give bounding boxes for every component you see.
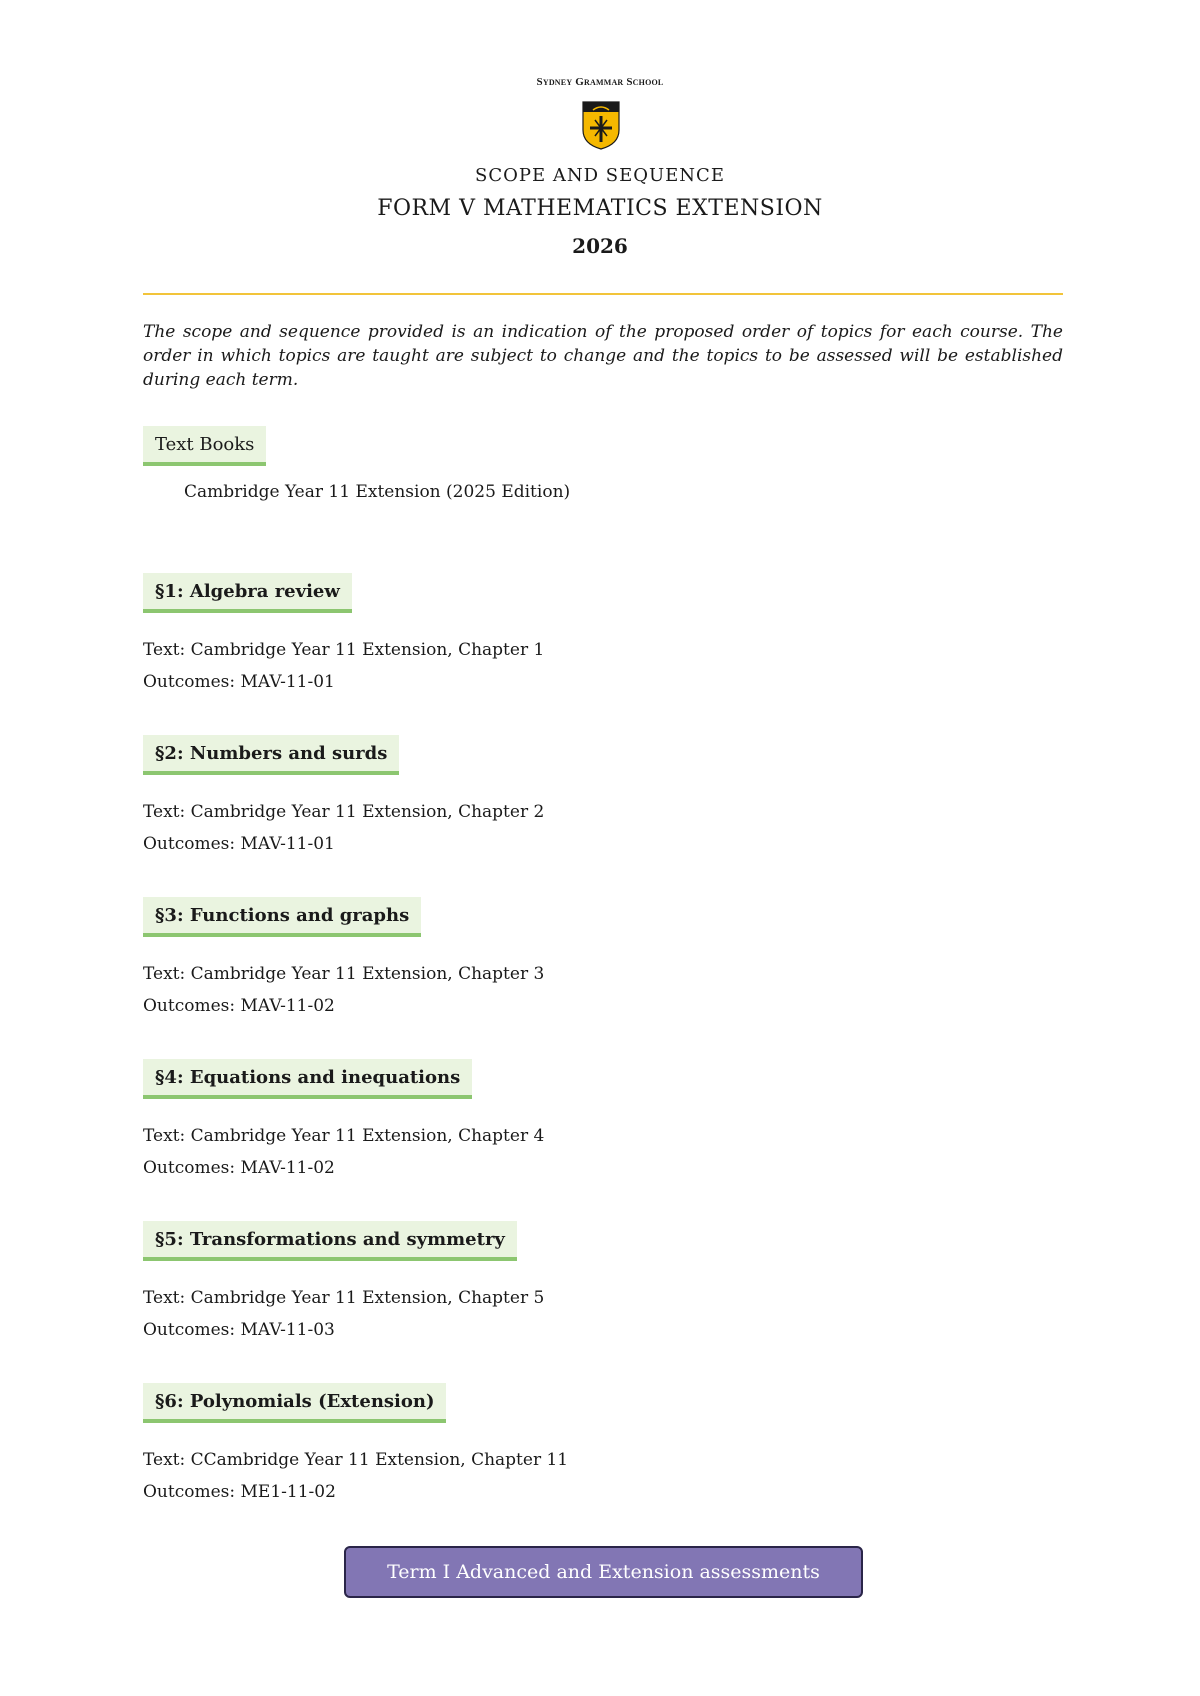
section-text-line-6 (143, 1450, 568, 1470)
section-outcomes-value: MAV-11-03 (240, 1320, 335, 1340)
section-text-line-2 (143, 802, 544, 822)
section-text-value: Cambridge Year 11 Extension, Chapter 1 (190, 640, 545, 660)
section-text-value: CCambridge Year 11 Extension, Chapter 11 (190, 1450, 569, 1470)
outcomes-label: Outcomes: (143, 1158, 236, 1178)
outcomes-label: Outcomes: (143, 996, 236, 1016)
text-label: Text: (143, 1450, 186, 1470)
text-label: Text: (143, 1288, 186, 1308)
section-outcomes-line-6 (143, 1482, 336, 1502)
section-outcomes-value: ME1-11-02 (240, 1482, 336, 1502)
section-heading-4: §4: Equations and inequations (143, 1059, 472, 1099)
outcomes-label: Outcomes: (143, 1482, 236, 1502)
intro-paragraph: The scope and sequence provided is an indication of the proposed order of topics for each course. The order in which topics are taught are subject to change and the topics to be assessed will be established during each term. (143, 322, 1063, 390)
section-heading-6: §6: Polynomials (Extension) (143, 1383, 446, 1423)
section-outcomes-line-1 (143, 672, 335, 692)
section-outcomes-line-5 (143, 1320, 335, 1340)
school-name: Sydney Grammar School (536, 76, 664, 88)
document-kicker: SCOPE AND SEQUENCE (475, 165, 725, 186)
outcomes-label: Outcomes: (143, 1320, 236, 1340)
text-label: Text: (143, 964, 186, 984)
section-text-value: Cambridge Year 11 Extension, Chapter 3 (190, 964, 545, 984)
document-title: FORM V MATHEMATICS EXTENSION (377, 196, 823, 221)
section-text-value: Cambridge Year 11 Extension, Chapter 5 (190, 1288, 545, 1308)
section-text-value: Cambridge Year 11 Extension, Chapter 4 (190, 1126, 545, 1146)
section-text-value: Cambridge Year 11 Extension, Chapter 2 (190, 802, 545, 822)
section-text-line-5 (143, 1288, 544, 1308)
text-label: Text: (143, 1126, 186, 1146)
section-outcomes-line-3 (143, 996, 335, 1016)
textbook-item: Cambridge Year 11 Extension (2025 Edition) (184, 482, 571, 502)
header-divider (143, 293, 1063, 295)
term-assessments-button[interactable]: Term I Advanced and Extension assessments (344, 1546, 863, 1598)
section-heading-5: §5: Transformations and symmetry (143, 1221, 517, 1261)
section-heading-3: §3: Functions and graphs (143, 897, 421, 937)
section-text-line-4 (143, 1126, 544, 1146)
section-outcomes-line-2 (143, 834, 335, 854)
textbooks-heading: Text Books (143, 426, 266, 466)
section-heading-1: §1: Algebra review (143, 573, 352, 613)
school-crest-icon (581, 100, 621, 150)
section-outcomes-value: MAV-11-02 (240, 1158, 335, 1178)
text-label: Text: (143, 802, 186, 822)
section-text-line-3 (143, 964, 544, 984)
section-text-line-1 (143, 640, 544, 660)
document-year: 2026 (572, 234, 628, 258)
section-outcomes-line-4 (143, 1158, 335, 1178)
section-outcomes-value: MAV-11-01 (240, 834, 335, 854)
text-label: Text: (143, 640, 186, 660)
section-outcomes-value: MAV-11-01 (240, 672, 335, 692)
section-outcomes-value: MAV-11-02 (240, 996, 335, 1016)
section-heading-2: §2: Numbers and surds (143, 735, 399, 775)
outcomes-label: Outcomes: (143, 672, 236, 692)
outcomes-label: Outcomes: (143, 834, 236, 854)
